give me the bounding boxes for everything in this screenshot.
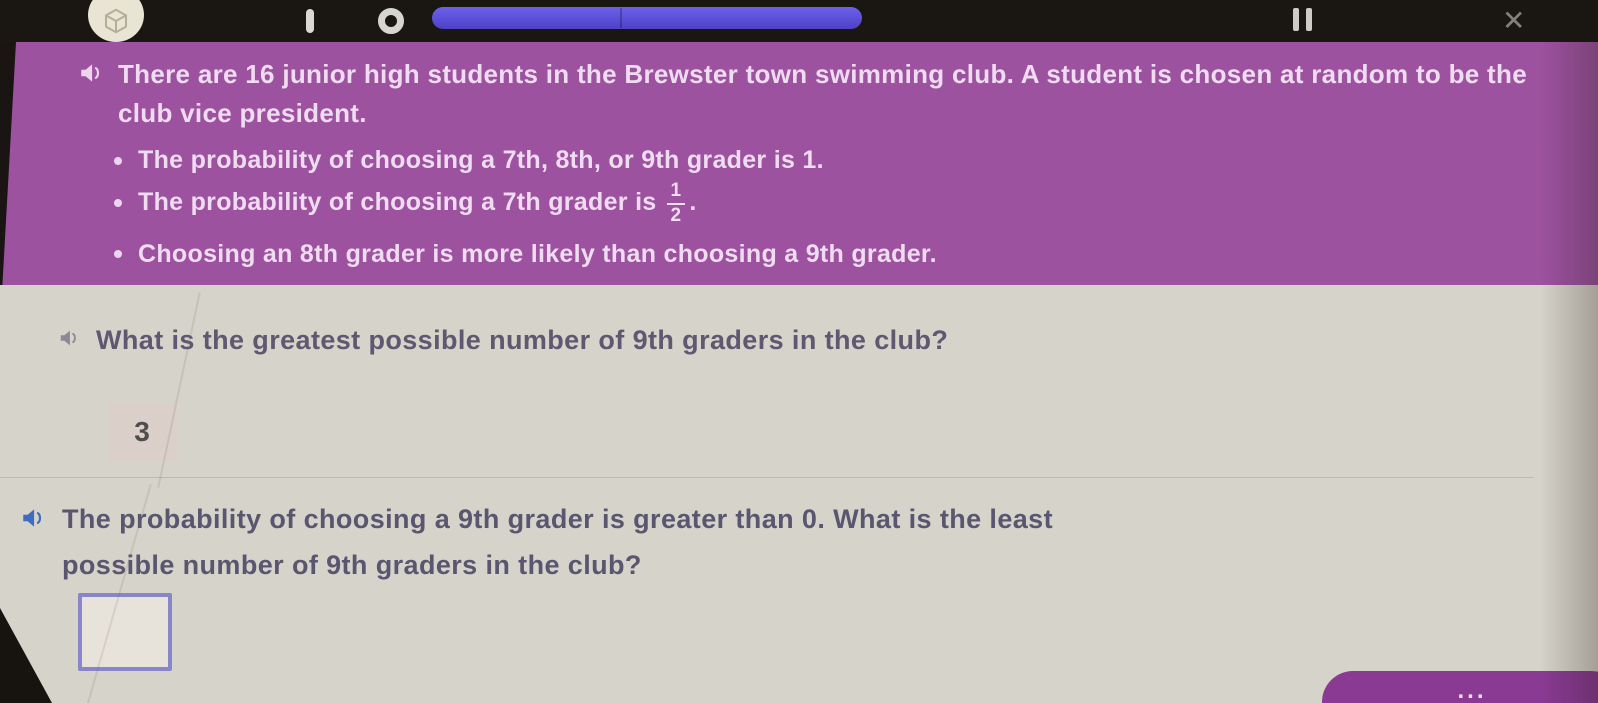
speaker-icon[interactable] — [58, 327, 80, 356]
speaker-icon[interactable] — [20, 505, 46, 589]
bullet-8th-vs-9th — [114, 240, 1528, 269]
section-divider — [0, 477, 1534, 478]
bullet-text: The probability of choosing a 7th, 8th, or 9th grader is 1. — [138, 146, 824, 174]
question-2 — [20, 497, 1142, 589]
cube-logo-icon[interactable] — [88, 0, 144, 42]
question-2-text: The probability of choosing a 9th grader is greater than 0. What is the least possible number of 9th graders in the club? — [62, 504, 1053, 580]
question-1-answer[interactable]: 3 — [107, 403, 177, 461]
more-button[interactable]: ... — [1322, 671, 1598, 703]
bullet-dot — [114, 199, 122, 207]
ring-icon[interactable] — [378, 8, 404, 34]
bullet-any-grader — [114, 146, 1528, 175]
bullet-text: The probability of choosing a 7th grader is $\frac{1}{2}$ . — [138, 180, 697, 226]
info-bar-icon[interactable] — [306, 9, 314, 33]
close-icon[interactable]: ✕ — [1502, 5, 1526, 36]
fraction-one-half: $\frac{1}{2}$ — [667, 180, 686, 227]
bullet-dot — [114, 157, 122, 165]
question-2-answer-input[interactable] — [78, 593, 172, 671]
speaker-icon[interactable] — [78, 60, 104, 133]
pause-icon[interactable] — [1293, 8, 1312, 31]
problem-banner — [0, 42, 1598, 285]
progress-bar — [432, 7, 862, 29]
top-bar — [0, 0, 1598, 42]
question-area — [0, 285, 1598, 703]
problem-intro: There are 16 junior high students in the Brewster town swimming club. A student is chosen at random to be the club vice president. — [118, 59, 1527, 128]
bullet-7th-grader — [114, 180, 1528, 227]
bullet-dot — [114, 250, 122, 258]
question-1-text: What is the greatest possible number of 9th graders in the club? — [96, 325, 949, 355]
problem-bullets — [114, 146, 1528, 269]
photo-edge-right — [1540, 42, 1598, 703]
bullet-text: Choosing an 8th grader is more likely than choosing a 9th grader. — [138, 239, 937, 268]
